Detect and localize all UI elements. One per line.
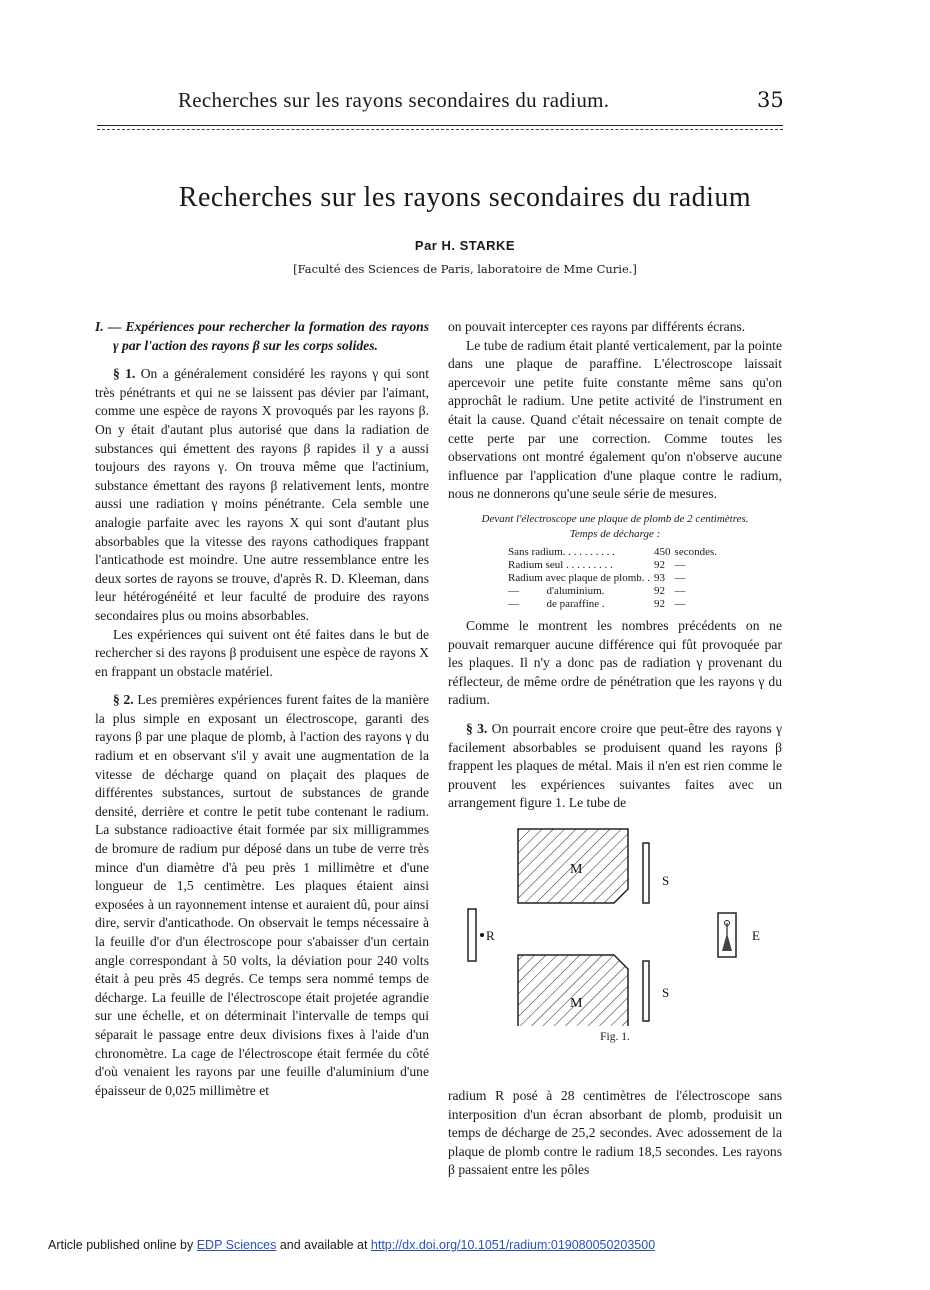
section-heading: I. — Expériences pour rechercher la formation des rayons γ par l'action des rayons β sur les corps solides. xyxy=(95,319,429,353)
table-cell-label: — d'aluminium. xyxy=(508,584,605,597)
radium-source xyxy=(480,933,484,937)
paragraph-r5: radium R posé à 28 centimètres de l'électroscope sans interposition d'un écran absorbant de plomb, produisit un temps de décharge de 25,2 secondes. Avec adossement de la plaque de plomb contre le radium 18,5 secondes. Les rayons β passaient entre les pôles xyxy=(448,1088,782,1178)
paragraph-r1: on pouvait intercepter ces rayons par différents écrans. xyxy=(448,319,746,334)
table-cell-unit: — xyxy=(674,571,686,584)
table-row xyxy=(508,572,721,585)
header-rule-thick xyxy=(97,125,783,126)
paragraph-3 xyxy=(95,691,429,1100)
label-s-bottom: S xyxy=(662,984,670,1000)
label-e: E xyxy=(752,927,760,943)
discharge-table xyxy=(508,546,721,611)
right-column-continuation xyxy=(448,1087,782,1180)
label-r: R xyxy=(486,927,495,943)
section-mark-1: § 1. xyxy=(113,366,136,382)
table-cell-unit: — xyxy=(674,558,686,571)
radium-holder xyxy=(468,909,476,961)
publisher-link[interactable]: EDP Sciences xyxy=(196,1238,277,1252)
table-row xyxy=(508,546,721,559)
footer-prefix: Article published online by xyxy=(48,1238,197,1252)
paragraph-r4-text: On pourrait encore croire que peut-être des rayons γ facilement absorbables se produisent quand les rayons β frappent les plaques de métal. Mais il n'en est rien comme le prouvent les expériences suivantes faites avec un arrangement figure 1. Le tube de xyxy=(448,720,783,811)
table-cell-unit: secondes. xyxy=(674,545,718,558)
article-title: Recherches sur les rayons secondaires du radium xyxy=(178,182,752,213)
figure-caption: Fig. 1. xyxy=(600,1030,630,1043)
table-caption-line1: Devant l'électroscope une plaque de plomb de 2 centimètres. xyxy=(481,512,749,525)
paragraph-1-text: On a généralement considéré les rayons γ qui sont très pénétrants et qui ne se laissent pas dévier par l'aimant, comme une espèce de rayons X provoqués par les rayons β. On y était d'autant plus autorisé que dans la radiation de substances qui émettent des rayons β rapides il y a aussi toujours des rayons γ. On trouva même que l'actinium, substance émettant des rayons β relativement lents, montre aussi une radiation γ moins pénétrante. Cela semble une analogie parfaite avec les rayons X qui sont d'autant plus absorbables que la vitesse des rayons cathodiques frappant l'anticathode est moindre. Une autre ressemblance entre les deux sortes de rayons se trouve, d'après R. D. Kleeman, dans leur hétérogénéité et leur faculté de produire des rayons secondaires plus ou moins absorbables. xyxy=(95,366,429,623)
label-s-top: S xyxy=(662,872,670,888)
table-caption xyxy=(448,512,782,542)
table-cell-value: 92 xyxy=(654,584,666,597)
table-cell-label: Radium avec plaque de plomb. . xyxy=(508,571,651,584)
table-cell-label: Sans radium. . . . . . . . . . xyxy=(508,545,615,558)
table-cell-value: 450 xyxy=(654,545,671,558)
magnet-bottom xyxy=(518,955,628,1026)
table-caption-line2: Temps de décharge : xyxy=(569,527,661,540)
table-cell-value: 93 xyxy=(654,571,666,584)
table-row xyxy=(508,559,721,572)
section-mark-3: § 3. xyxy=(466,720,488,736)
paragraph-r4 xyxy=(448,720,782,813)
figure-1 xyxy=(448,821,782,1026)
screen-top xyxy=(643,843,649,903)
table-cell-unit: — xyxy=(674,584,686,597)
table-cell-unit: — xyxy=(674,597,686,610)
table-cell-value: 92 xyxy=(654,597,666,610)
doi-link[interactable]: http://dx.doi.org/10.1051/radium:019080050203500 xyxy=(370,1238,656,1252)
label-m-top: M xyxy=(570,861,583,877)
footer xyxy=(48,1238,655,1252)
affiliation: [Faculté des Sciences de Paris, laboratoire de Mme Curie.] xyxy=(293,262,637,276)
footer-middle: and available at xyxy=(276,1238,371,1252)
section-mark-2: § 2. xyxy=(113,692,134,708)
figure-diagram xyxy=(448,821,782,1026)
header-rule-thin xyxy=(97,129,783,130)
paragraph-r2: Le tube de radium était planté verticalement, par la pointe dans une plaque de paraffine. L'électroscope laissait apercevoir une petite fuite constante même sans qu'on approchât le radium. Une petite activité de l'instrument en était la cause. Quand c'était nécessaire on tenait compte de cette perte par une correction. Comme toutes les observations ont montré également qu'on n'observe aucune influence par l'application d'une plaque contre le radium, nous ne donnerons qu'une seule série de mesures. xyxy=(448,337,782,502)
paragraph-2: Les expériences qui suivent ont été faites dans le but de rechercher si des rayons β produisent une espèce de rayons X en frappant un obstacle matériel. xyxy=(95,626,429,679)
running-title: Recherches sur les rayons secondaires du radium. xyxy=(178,88,610,112)
page-number: 35 xyxy=(757,88,784,112)
table-cell-label: — de paraffine . xyxy=(508,597,605,610)
table-cell-value: 92 xyxy=(654,558,666,571)
table-row xyxy=(508,585,721,598)
table-row xyxy=(508,598,721,611)
paragraph-r3: Comme le montrent les nombres précédents on ne pouvait remarquer aucune différence qui fût provoquée par les plaques. Il n'y a donc pas de radiation γ provenant du réflecteur, de même ordre de pénétration que les rayons γ du radium. xyxy=(448,617,782,708)
label-m-bottom: M xyxy=(570,995,583,1011)
left-column xyxy=(95,318,429,1100)
right-column xyxy=(448,318,782,1046)
screen-bottom xyxy=(643,961,649,1021)
paragraph-3-text: Les premières expériences furent faites de la manière la plus simple en exposant un électroscope, garanti des rayons β par une plaque de plomb, à l'action des rayons γ du radium et en observant s'il y avait une augmentation de la vitesse de décharge quand on plaçait des plaques de différentes substances, surtout de substances de grande densité, derrière et contre le petit tube contenant le radium. La substance radioactive était formée par six milligrammes de bromure de radium pur déposé dans un tube de verre très mince d'un diamètre d'à peu près 1 millimètre et d'une longueur de 1,5 centimètre. Les plaques étaient ainsi exposées à un rayonnement intense et auraient dû, pour ainsi dire, servir d'anticathode. On observait le temps nécessaire à la feuille d'or d'un électroscope pour s'abaisser d'un certain angle correspondant à 50 volts, la déviation pour 240 volts était à peu près 45 degrés. Ce temps sera nommé temps de décharge. La feuille de l'électroscope était projetée agrandie sur une échelle, et on déterminait l'intervalle de temps qui séparait le passage entre deux divisions fixes à l'aide d'un chronomètre. La cage de l'électroscope était fermée du côté d'où venaient les rayons par une feuille d'aluminium d'une épaisseur de 0,025 millimètre et xyxy=(95,692,429,1098)
author-line: Par H. STARKE xyxy=(414,238,516,253)
paragraph-1 xyxy=(95,365,429,625)
table-cell-label: Radium seul . . . . . . . . . xyxy=(508,558,613,571)
